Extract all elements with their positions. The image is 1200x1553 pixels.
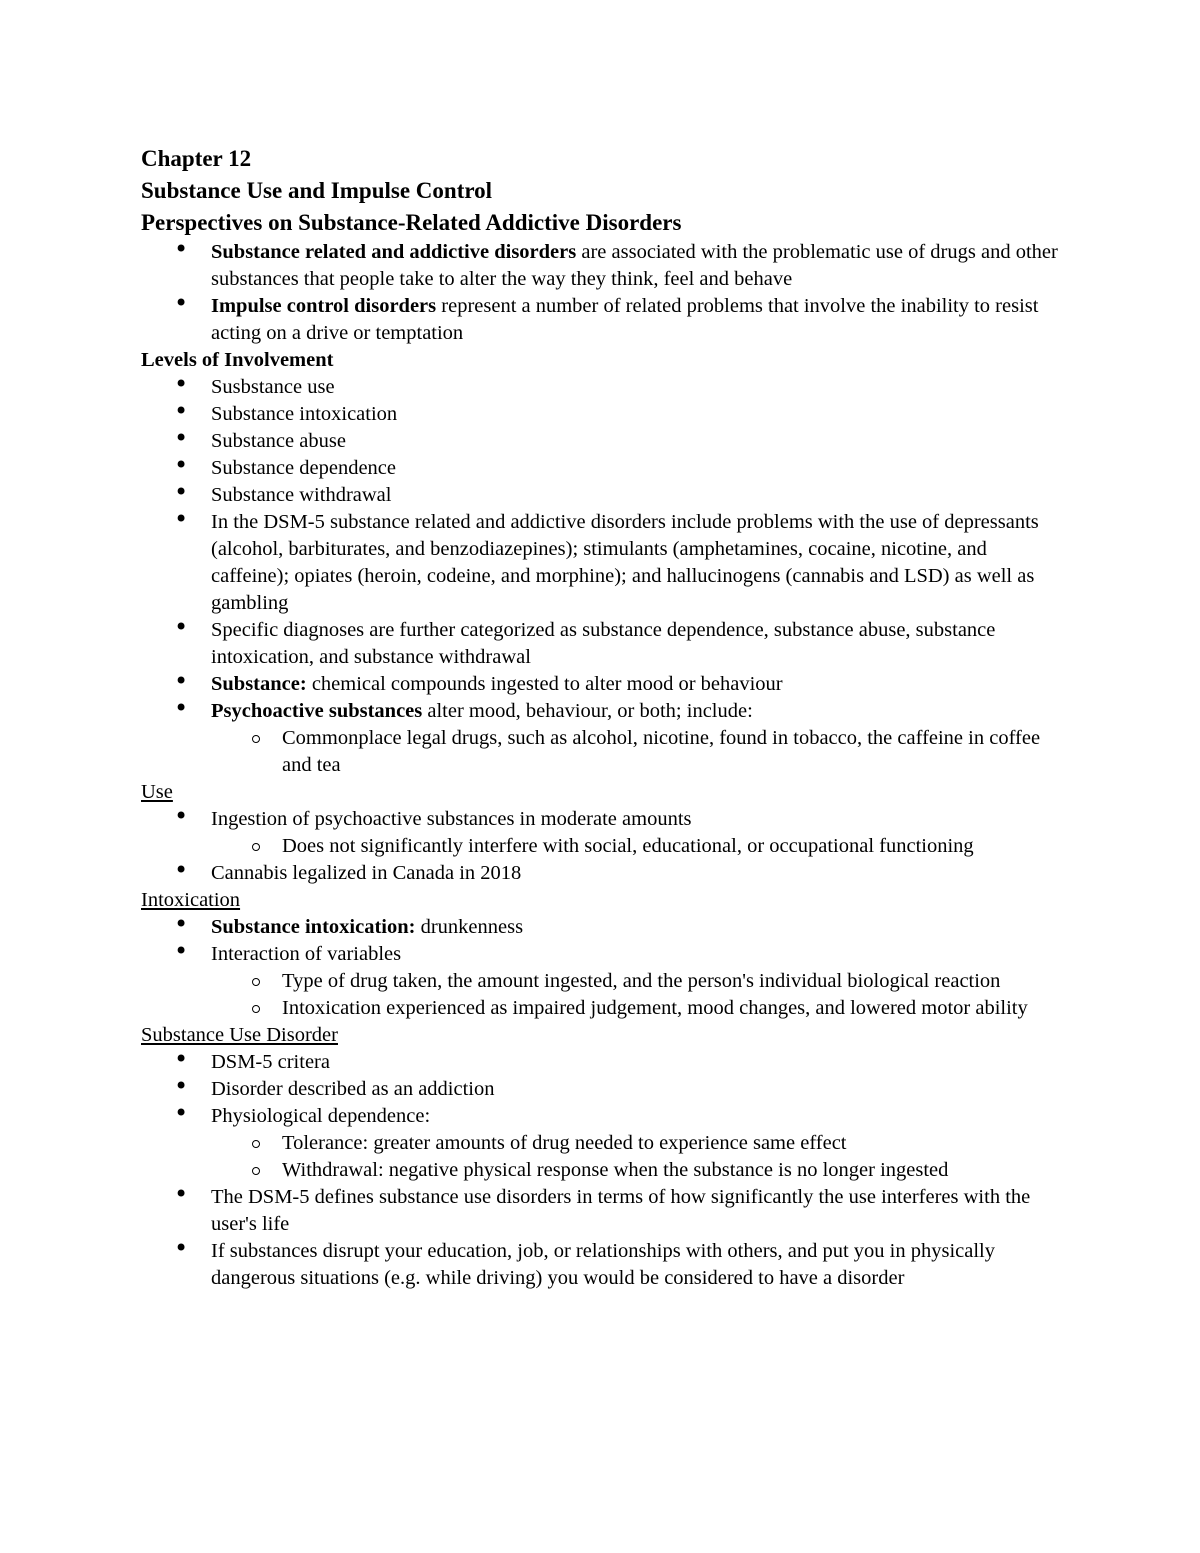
chapter-heading: Chapter 12 (141, 146, 252, 171)
definition: are associated with the problematic use of drugs and other substances that people take to alter the way they think, feel and behave (211, 241, 1058, 290)
list-item: • In the DSM-5 substance related and addictive disorders include problems with the use of depressants (alcohol, barbiturates, and benzodiazepines); stimulants (amphetamines, cocaine, nicotine, and caffeine); opiates (heroin, codeine, and morphine); and hallucinogens (cannabis and LSD) as well as gambling (141, 509, 1061, 617)
list-item (141, 671, 1061, 698)
list-item: • Substance intoxication (141, 401, 1061, 428)
list-item (141, 914, 1061, 941)
term: Substance intoxication: (211, 916, 416, 938)
sub-list-item: Intoxication experienced as impaired judgement, mood changes, and lowered motor ability (141, 995, 1061, 1022)
sud-heading: Substance Use Disorder (141, 1024, 338, 1046)
document-page (141, 143, 1061, 1292)
use-list (141, 806, 1061, 887)
list-item (141, 293, 1061, 347)
sub-list-item: Withdrawal: negative physical response when the substance is no longer ingested (141, 1157, 1061, 1184)
list-item: • Substance abuse (141, 428, 1061, 455)
list-item: • Physiological dependence: (141, 1103, 1061, 1130)
list-item: • Susbstance use (141, 374, 1061, 401)
sub-list-item: Does not significantly interfere with social, educational, or occupational functioning (141, 833, 1061, 860)
list-item: • Disorder described as an addiction (141, 1076, 1061, 1103)
levels-list (141, 374, 1061, 779)
term: Psychoactive substances (211, 700, 423, 722)
sud-list (141, 1049, 1061, 1292)
intro-list (141, 239, 1061, 347)
definition: alter mood, behaviour, or both; include: (422, 700, 753, 722)
list-item: • Cannabis legalized in Canada in 2018 (141, 860, 1061, 887)
sub-list-item: Commonplace legal drugs, such as alcohol, nicotine, found in tobacco, the caffeine in coffee and tea (141, 725, 1061, 779)
term: Substance related and addictive disorders (211, 241, 577, 263)
list-item: • Substance dependence (141, 455, 1061, 482)
use-heading: Use (141, 781, 173, 803)
list-item: • Specific diagnoses are further categorized as substance dependence, substance abuse, substance intoxication, and substance withdrawal (141, 617, 1061, 671)
list-item: • Ingestion of psychoactive substances in moderate amounts (141, 806, 1061, 833)
definition: drunkenness (415, 916, 524, 938)
sub-list-item: Tolerance: greater amounts of drug needed to experience same effect (141, 1130, 1061, 1157)
sub-list-item: Type of drug taken, the amount ingested, and the person's individual biological reaction (141, 968, 1061, 995)
definition: represent a number of related problems that involve the inability to resist acting on a drive or temptation (211, 295, 1039, 344)
term: Substance: (211, 673, 307, 695)
intoxication-heading: Intoxication (141, 889, 241, 911)
list-item: • Interaction of variables (141, 941, 1061, 968)
list-item (141, 239, 1061, 293)
list-item: • If substances disrupt your education, job, or relationships with others, and put you in physically dangerous situations (e.g. while driving) you would be considered to have a disorder (141, 1238, 1061, 1292)
definition: chemical compounds ingested to alter mood or behaviour (306, 673, 783, 695)
section-heading: Perspectives on Substance-Related Addictive Disorders (141, 210, 682, 235)
chapter-title: Substance Use and Impulse Control (141, 178, 493, 203)
intoxication-list (141, 914, 1061, 1022)
list-item: • Substance withdrawal (141, 482, 1061, 509)
levels-heading: Levels of Involvement (141, 349, 334, 371)
term: Impulse control disorders (211, 295, 437, 317)
list-item (141, 698, 1061, 725)
list-item: • The DSM-5 defines substance use disorders in terms of how significantly the use interferes with the user's life (141, 1184, 1061, 1238)
list-item: • DSM-5 critera (141, 1049, 1061, 1076)
